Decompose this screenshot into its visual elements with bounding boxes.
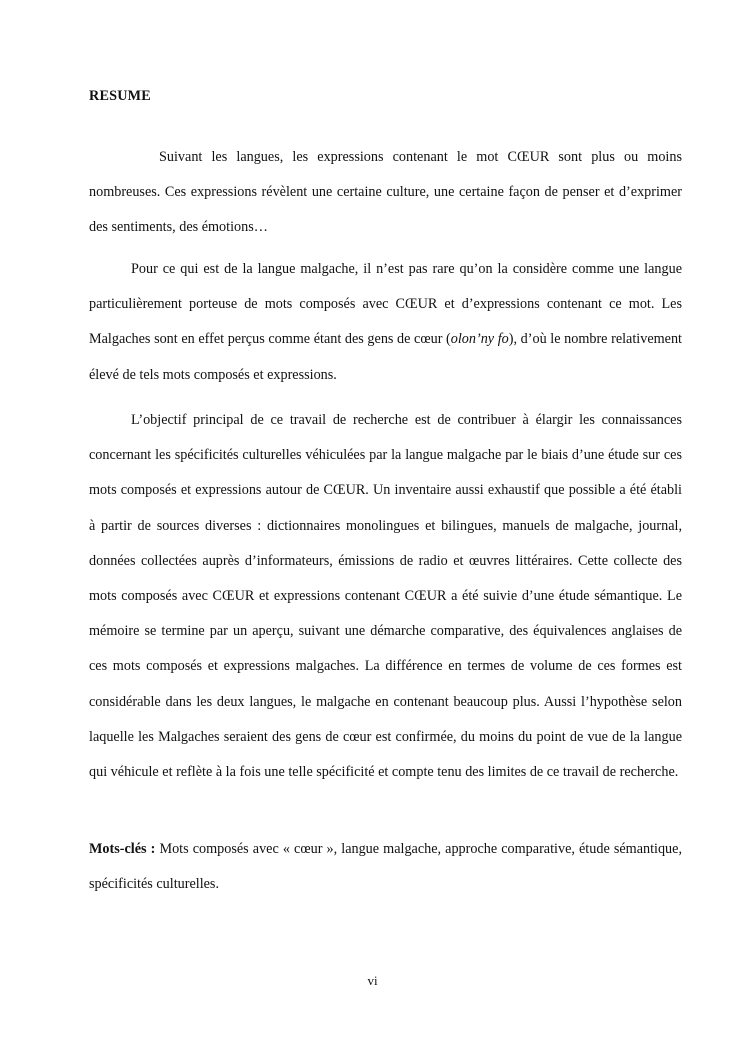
paragraph-malagasy-text-1: Pour ce qui est de la langue malgache, il n’est pas rare qu’on la considère comme une langue particulièrement porteuse de mots composés avec CŒUR et d’expressions contenant ce mot. Les Malgaches sont en effet perçus comme étant des gens de cœur ( <box>89 261 682 348</box>
page-number: vi <box>367 973 378 988</box>
paragraph-objective: L’objectif principal de ce travail de recherche est de contribuer à élargir les connaissances concernant les spécificités culturelles véhiculées par la langue malgache par le biais d’une étude sur ces mots composés et expressions autour de CŒUR. Un inventaire aussi exhaustif que possible a été établi à partir de sources diverses : dictionnaires monolingues et bilingues, manuels de malgache, journal, données collectées auprès d’informateurs, émissions de radio et œuvres littéraires. Cette collecte des mots composés avec CŒUR et expressions contenant CŒUR a été suivie d’une étude sémantique. Le mémoire se termine par un aperçu, suivant une démarche comparative, des équivalences anglaises de ces mots composés et expressions malgaches. La différence en termes de volume de ces formes est considérable dans les deux langues, le malgache en contenant beaucoup plus. Aussi l’hypothèse selon laquelle les Malgaches seraient des gens de cœur est confirmée, du moins du point de vue de la langue qui véhicule et reflète à la fois une telle spécificité et compte tenu des limites de ce travail de recherche. <box>89 412 682 781</box>
keywords-text: Mots composés avec « cœur », langue malgache, approche comparative, étude sémantique, spécificités culturelles. <box>89 841 682 893</box>
paragraph-intro: Suivant les langues, les expressions contenant le mot CŒUR sont plus ou moins nombreuses. Ces expressions révèlent une certaine culture, une certaine façon de penser et d’exprimer des sentiments, des émotions… <box>89 149 682 236</box>
keywords-paragraph <box>89 832 682 902</box>
paragraph-malagasy <box>89 252 682 393</box>
keywords-label: Mots-clés : <box>89 841 156 857</box>
paragraph-malagasy-text-2: ), d’où le nombre relativement élevé de tels mots composés et expressions. <box>89 331 682 383</box>
malagasy-term: olon’ny fo <box>450 331 509 348</box>
section-heading: RESUME <box>89 88 151 104</box>
